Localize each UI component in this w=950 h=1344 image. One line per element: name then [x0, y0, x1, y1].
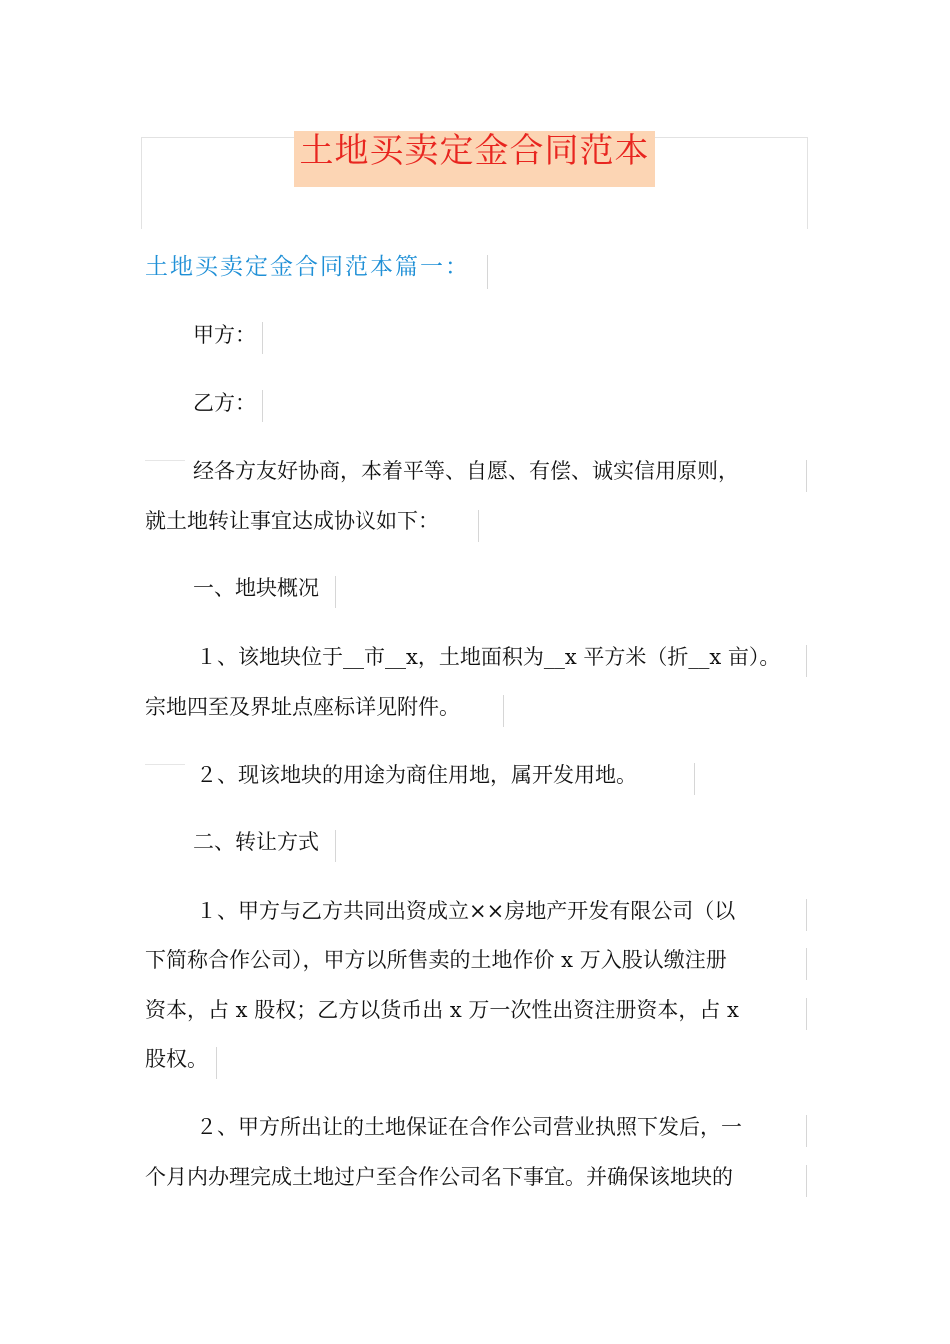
paragraph-line: 就土地转让事宜达成协议如下：	[145, 509, 439, 533]
margin-mark	[806, 948, 807, 980]
margin-mark	[487, 255, 488, 289]
paragraph-line: 资本，占 x 股权；乙方以货币出 x 万一次性出资注册资本，占 x	[145, 998, 739, 1022]
party-b-label: 乙方：	[193, 391, 256, 415]
margin-mark	[806, 998, 807, 1030]
paragraph-line: 下简称合作公司），甲方以所售卖的土地作价 x 万入股认缴注册	[145, 948, 727, 972]
document-title: 土地买卖定金合同范本	[294, 131, 655, 187]
margin-mark	[262, 322, 263, 354]
section-subtitle: 土地买卖定金合同范本篇一：	[145, 254, 470, 280]
margin-mark	[216, 1047, 217, 1079]
margin-mark	[694, 763, 695, 795]
margin-mark	[478, 510, 479, 542]
paragraph-line: １、该地块位于__市__x，土地面积为__x 平方米（折__x 亩）。	[196, 645, 781, 669]
section-heading: 二、转让方式	[193, 830, 319, 854]
margin-mark	[806, 1115, 807, 1147]
paragraph-line: 经各方友好协商，本着平等、自愿、有偿、诚实信用原则，	[193, 459, 739, 483]
party-a-label: 甲方：	[193, 323, 256, 347]
margin-mark	[806, 645, 807, 677]
margin-mark	[806, 460, 807, 492]
paragraph-line: 股权。	[145, 1047, 208, 1071]
margin-mark	[806, 899, 807, 931]
paragraph-line: ２、甲方所出让的土地保证在合作公司营业执照下发后，一	[196, 1115, 742, 1139]
margin-mark	[335, 576, 336, 608]
margin-mark	[503, 695, 504, 727]
margin-mark	[145, 764, 185, 765]
margin-mark	[335, 830, 336, 862]
margin-mark	[145, 460, 185, 461]
margin-mark	[262, 390, 263, 422]
paragraph-line: ２、现该地块的用途为商住用地，属开发用地。	[196, 763, 637, 787]
paragraph-line: 个月内办理完成土地过户至合作公司名下事宜。并确保该地块的	[145, 1165, 733, 1189]
margin-mark	[806, 1165, 807, 1197]
paragraph-line: １、甲方与乙方共同出资成立××房地产开发有限公司（以	[196, 899, 736, 923]
paragraph-line: 宗地四至及界址点座标详见附件。	[145, 695, 460, 719]
section-heading: 一、地块概况	[193, 576, 319, 600]
